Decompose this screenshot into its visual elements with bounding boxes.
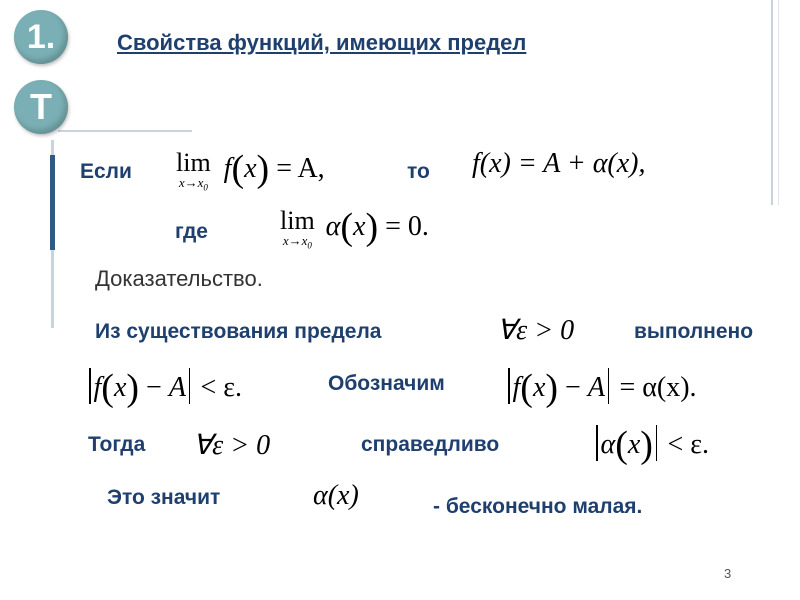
formula-limit-alpha-rhs: = 0. bbox=[385, 211, 429, 242]
section-number-badge: 1. bbox=[14, 10, 68, 64]
theorem-badge: T bbox=[14, 80, 68, 134]
formula-alpha-inequality: α(x) < ε. bbox=[593, 425, 709, 464]
frame-accent-bar bbox=[50, 155, 55, 250]
text-from-existence: Из существования предела bbox=[95, 320, 382, 343]
text-infinitesimal: - бесконечно малая. bbox=[433, 495, 643, 518]
slide-title: Свойства функций, имеющих предел bbox=[117, 30, 527, 55]
formula-alpha-x: α(x) bbox=[313, 480, 359, 511]
formula-abs-inequality: f(x) − A < ε. bbox=[86, 368, 242, 407]
word-if: Если bbox=[80, 160, 132, 183]
word-then2: Тогда bbox=[88, 433, 146, 456]
frame-line-right bbox=[771, 0, 773, 205]
formula-forall-eps-1: ∀ε > 0 bbox=[497, 315, 575, 346]
lim-operator: lim $x\to x_0$ bbox=[280, 206, 315, 251]
word-denote: Обозначим bbox=[328, 372, 445, 395]
text-holds: выполнено bbox=[634, 320, 754, 343]
formula-forall-eps-2: ∀ε > 0 bbox=[193, 430, 271, 461]
text-this-means: Это значит bbox=[107, 486, 221, 509]
word-where: где bbox=[175, 220, 208, 243]
proof-heading: Доказательство. bbox=[95, 266, 263, 291]
frame-line-right-thin bbox=[778, 0, 779, 205]
formula-denote-alpha: f(x) − A = α(x). bbox=[505, 368, 697, 407]
word-true-that: справедливо bbox=[361, 433, 500, 456]
frame-line-top bbox=[58, 130, 192, 132]
formula-limit-alpha: lim $x\to x_0$ α(x) = 0. bbox=[280, 206, 429, 251]
formula-limit-f: lim $x\to x_0$ f(x) = A, bbox=[176, 148, 325, 193]
page-number: 3 bbox=[724, 566, 732, 581]
formula-limit-f-rhs: = A, bbox=[276, 153, 325, 184]
lim-operator: lim $x\to x_0$ bbox=[176, 148, 211, 193]
formula-f-decomposition: f(x) = A + α(x), bbox=[472, 148, 646, 179]
word-then: то bbox=[407, 160, 430, 183]
